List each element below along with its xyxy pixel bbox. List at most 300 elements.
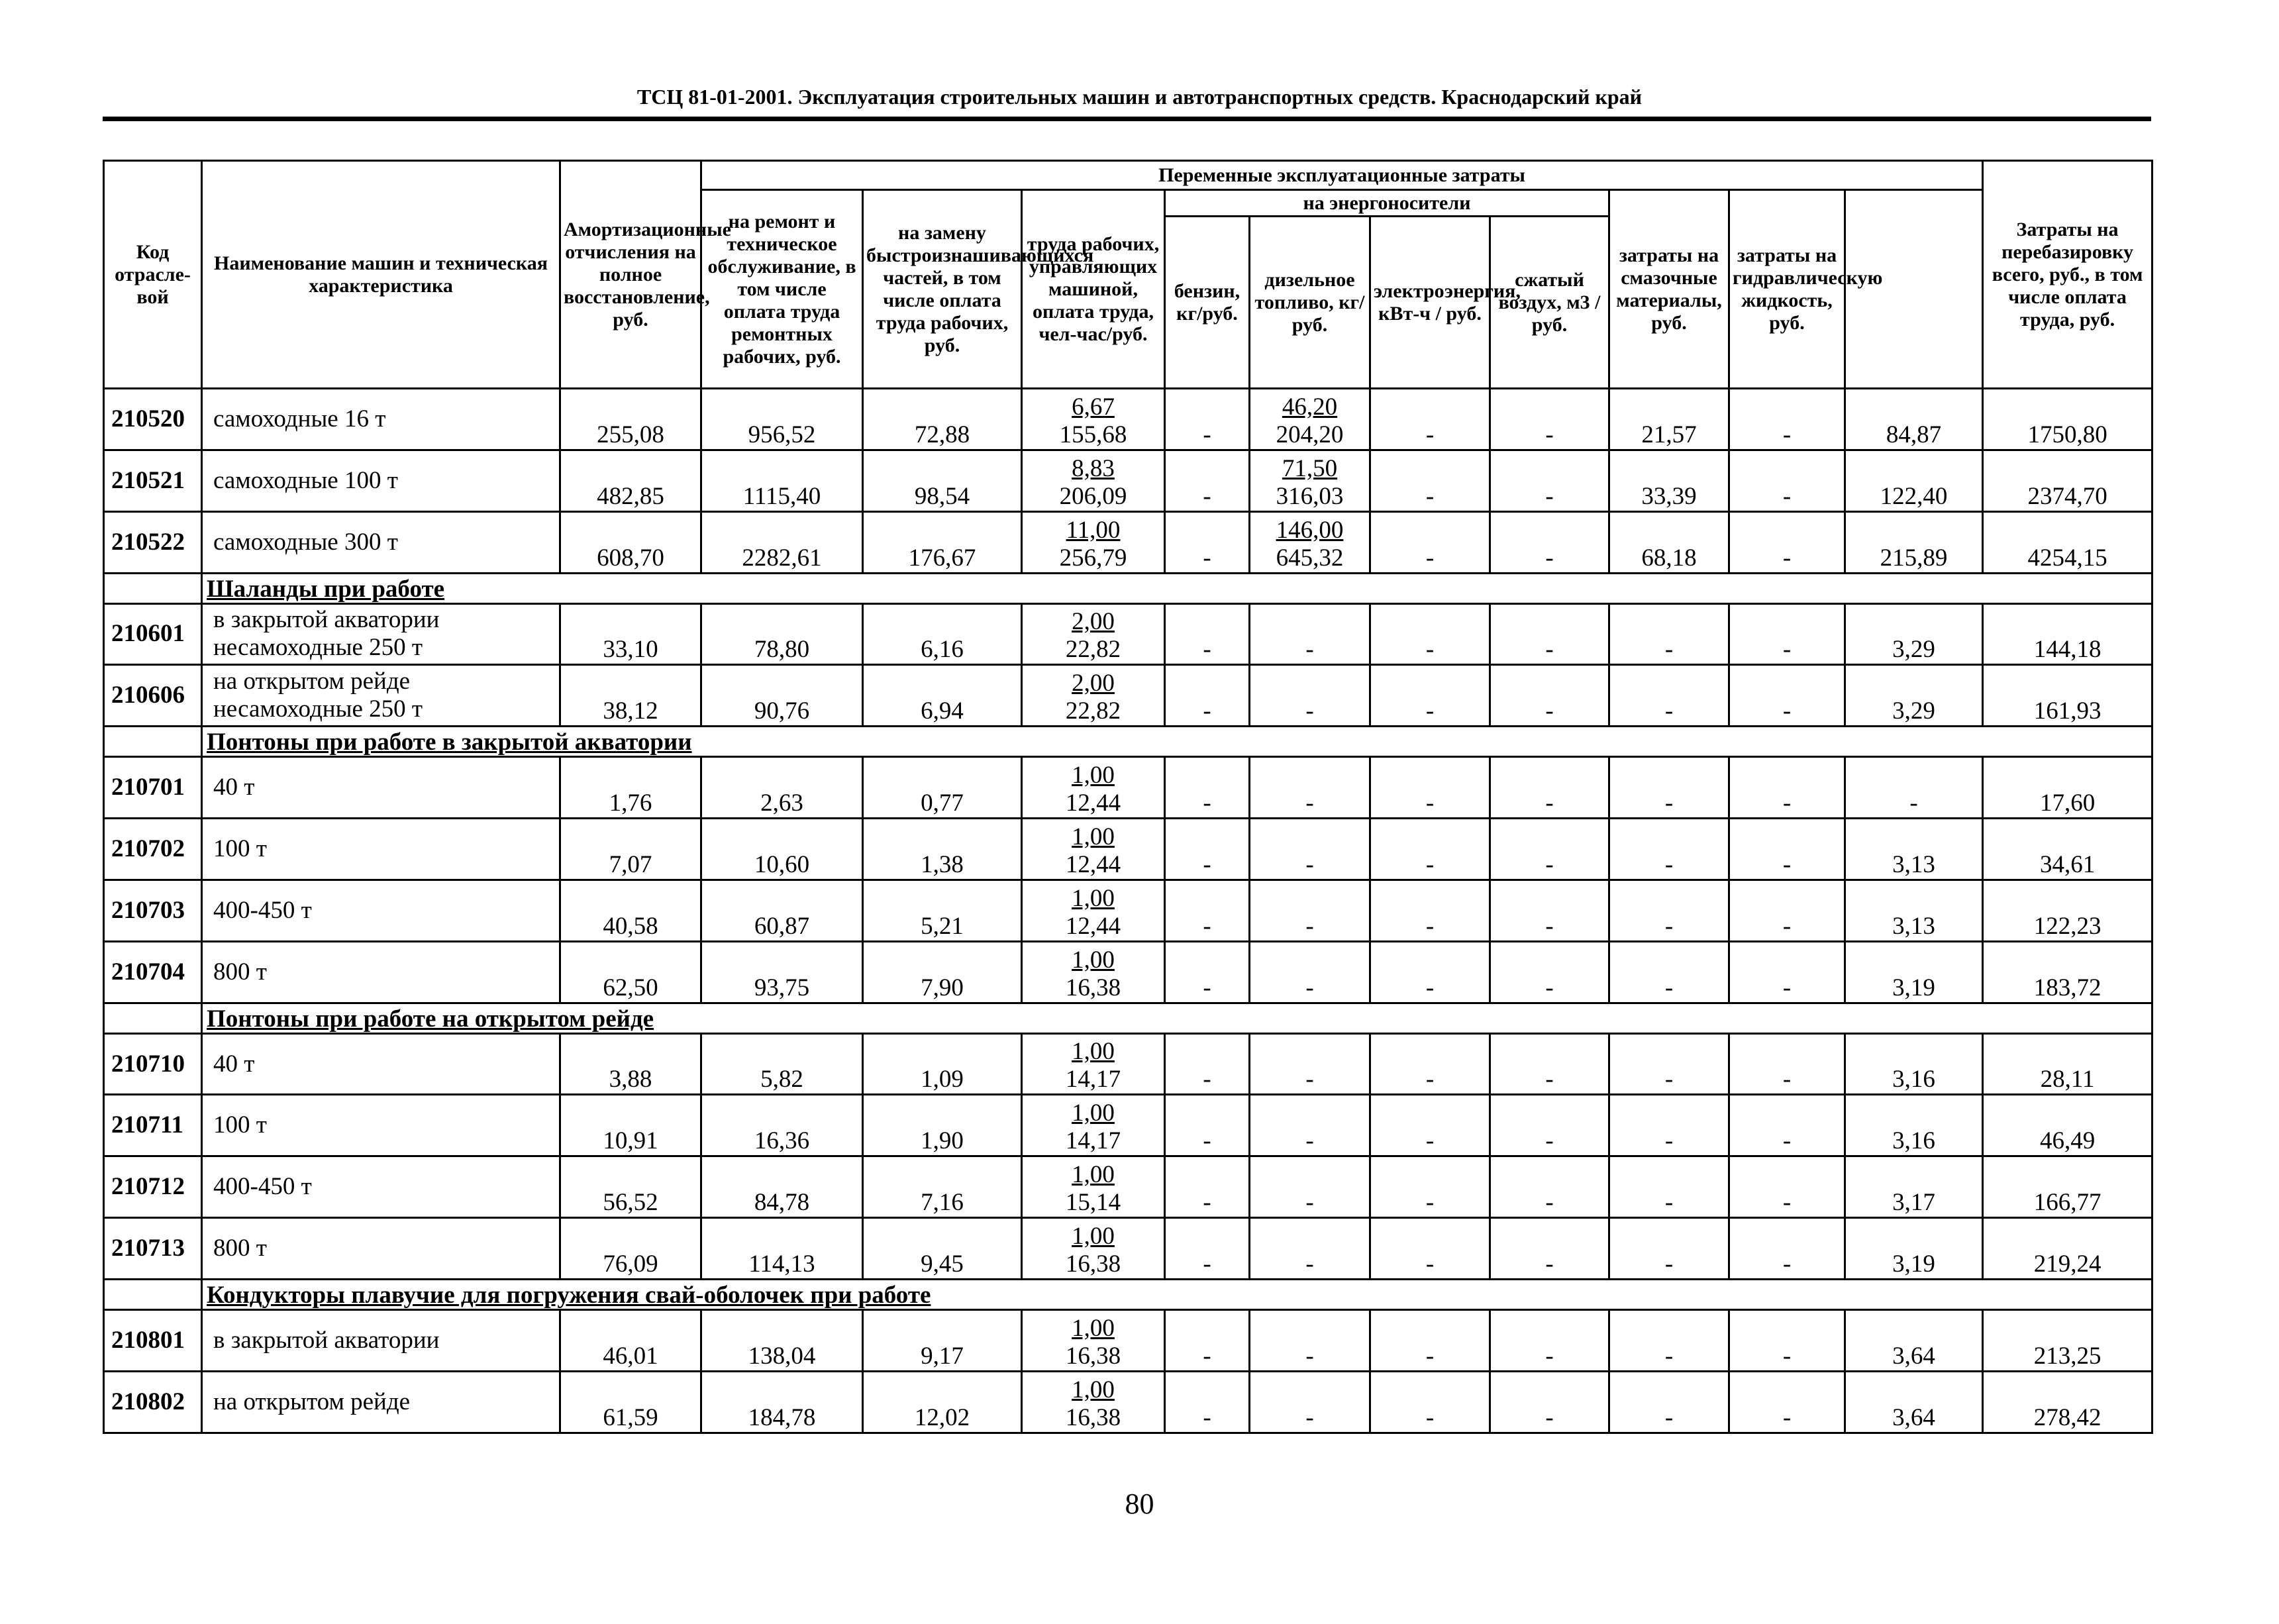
- cell-air: -: [1490, 757, 1609, 819]
- cell-lube: -: [1609, 1156, 1729, 1218]
- cell-petrol: -: [1165, 511, 1250, 573]
- table-row: [104, 757, 2152, 819]
- section-code-cell: [104, 1280, 202, 1310]
- row-code: 210703: [104, 880, 202, 941]
- section-header-row: [104, 573, 2152, 603]
- cell-relocation: 3,29: [1845, 603, 1983, 665]
- section-title-cell: [202, 573, 2152, 603]
- cell-labor-bottom: 22,82: [1065, 636, 1121, 664]
- cell-repair: 184,78: [701, 1371, 863, 1433]
- cell-diesel-bottom: -: [1305, 1342, 1314, 1370]
- cell-diesel-top: 146,00: [1276, 516, 1344, 544]
- table-row: [104, 1156, 2152, 1218]
- cell-diesel-top: [1254, 948, 1365, 974]
- machine-rates-table: [103, 160, 2153, 1434]
- col-petrol: бензин, кг/руб.: [1165, 217, 1250, 389]
- cell-diesel-bottom: 204,20: [1276, 421, 1344, 448]
- cell-lube: -: [1609, 819, 1729, 880]
- table-row: [104, 941, 2152, 1003]
- cell-relocation: 84,87: [1845, 389, 1983, 450]
- row-code: 210606: [104, 665, 202, 727]
- cell-hydraulic: -: [1729, 1218, 1845, 1280]
- cell-air: -: [1490, 450, 1609, 511]
- cell-relocation: 3,19: [1845, 1218, 1983, 1280]
- cell-relocation: 3,29: [1845, 665, 1983, 727]
- cell-petrol: -: [1165, 450, 1250, 511]
- row-code: 210712: [104, 1156, 202, 1218]
- table-row: [104, 389, 2152, 450]
- table-row: [104, 1218, 2152, 1280]
- cell-repair: 2282,61: [701, 511, 863, 573]
- cell-estimate: 17,60: [1983, 757, 2152, 819]
- row-name: 400-450 т: [202, 880, 560, 941]
- cell-diesel-bottom: -: [1305, 1189, 1314, 1217]
- cell-petrol: -: [1165, 389, 1250, 450]
- row-name: 40 т: [202, 757, 560, 819]
- cell-air: -: [1490, 1033, 1609, 1095]
- cell-lube: 21,57: [1609, 389, 1729, 450]
- cell-lube: -: [1609, 665, 1729, 727]
- cell-electric: -: [1370, 665, 1490, 727]
- cell-air: -: [1490, 603, 1609, 665]
- table-row: [104, 1033, 2152, 1095]
- cell-labor: [1022, 1218, 1165, 1280]
- cell-estimate: 46,49: [1983, 1095, 2152, 1156]
- cell-repair: 2,63: [701, 757, 863, 819]
- section-title-cell: [202, 727, 2152, 757]
- section-title: Кондукторы плавучие для погружения свай-оболочек при работе: [207, 1282, 931, 1309]
- cell-labor-bottom: 16,38: [1065, 1250, 1121, 1278]
- cell-hydraulic: -: [1729, 1156, 1845, 1218]
- table-row: [104, 1371, 2152, 1433]
- cell-labor-top: 11,00: [1066, 516, 1121, 544]
- col-variable-group: Переменные эксплуатационные затраты: [701, 161, 1983, 190]
- cell-amort: 61,59: [560, 1371, 701, 1433]
- cell-labor-top: 1,00: [1072, 1038, 1115, 1066]
- cell-labor: [1022, 819, 1165, 880]
- cell-replace: 5,21: [863, 880, 1022, 941]
- row-code: 210802: [104, 1371, 202, 1433]
- table-row: [104, 880, 2152, 941]
- cell-hydraulic: -: [1729, 1371, 1845, 1433]
- cell-relocation: 215,89: [1845, 511, 1983, 573]
- cell-relocation: 3,13: [1845, 880, 1983, 941]
- cell-air: -: [1490, 1371, 1609, 1433]
- cell-relocation: 3,17: [1845, 1156, 1983, 1218]
- cell-electric: -: [1370, 1156, 1490, 1218]
- cell-amort: 1,76: [560, 757, 701, 819]
- cell-replace: 1,38: [863, 819, 1022, 880]
- cell-diesel-top: [1254, 671, 1365, 697]
- cell-diesel-bottom: -: [1305, 636, 1314, 664]
- cell-labor-bottom: 12,44: [1065, 912, 1121, 940]
- row-code: 210711: [104, 1095, 202, 1156]
- section-header-row: [104, 1003, 2152, 1033]
- row-name: 100 т: [202, 1095, 560, 1156]
- cell-labor: [1022, 511, 1165, 573]
- cell-air: -: [1490, 511, 1609, 573]
- cell-labor-top: 1,00: [1072, 946, 1115, 974]
- row-code: 210713: [104, 1218, 202, 1280]
- cell-amort: 3,88: [560, 1033, 701, 1095]
- cell-labor: [1022, 941, 1165, 1003]
- cell-electric: -: [1370, 1310, 1490, 1372]
- cell-electric: -: [1370, 757, 1490, 819]
- cell-diesel-bottom: 645,32: [1276, 544, 1344, 572]
- cell-labor-bottom: 12,44: [1065, 789, 1121, 817]
- cell-diesel-top: [1254, 763, 1365, 789]
- cell-replace: 9,45: [863, 1218, 1022, 1280]
- cell-relocation: 3,16: [1845, 1033, 1983, 1095]
- section-title: Шаланды при работе: [207, 575, 445, 603]
- cell-hydraulic: -: [1729, 1033, 1845, 1095]
- cell-diesel-top: [1254, 1378, 1365, 1404]
- cell-diesel: [1250, 603, 1370, 665]
- cell-lube: -: [1609, 1218, 1729, 1280]
- cell-estimate: 213,25: [1983, 1310, 2152, 1372]
- cell-hydraulic: -: [1729, 1095, 1845, 1156]
- cell-labor-bottom: 16,38: [1065, 974, 1121, 1001]
- cell-estimate: 219,24: [1983, 1218, 2152, 1280]
- cell-petrol: -: [1165, 665, 1250, 727]
- cell-diesel-top: [1254, 1039, 1365, 1066]
- cell-labor: [1022, 1095, 1165, 1156]
- cell-labor-top: 1,00: [1072, 823, 1115, 850]
- cell-labor: [1022, 1371, 1165, 1433]
- cell-estimate: 4254,15: [1983, 511, 2152, 573]
- row-name: на открытом рейде: [202, 1371, 560, 1433]
- cell-diesel: [1250, 1310, 1370, 1372]
- page-header: ТСЦ 81-01-2001. Эксплуатация строительных машин и автотранспортных средств. Краснодарский край: [636, 85, 1643, 109]
- cell-estimate: 2374,70: [1983, 450, 2152, 511]
- cell-amort: 255,08: [560, 389, 701, 450]
- cell-replace: 0,77: [863, 757, 1022, 819]
- cell-labor-top: 1,00: [1072, 1161, 1115, 1189]
- col-labor: труда рабочих, управляющих машиной, оплата труда, чел-час/руб.: [1022, 190, 1165, 389]
- cell-relocation: 122,40: [1845, 450, 1983, 511]
- cell-diesel: [1250, 450, 1370, 511]
- cell-petrol: -: [1165, 819, 1250, 880]
- cell-diesel-top: [1254, 1316, 1365, 1343]
- cell-labor-top: 1,00: [1072, 1099, 1115, 1127]
- cell-diesel: [1250, 941, 1370, 1003]
- cell-electric: -: [1370, 603, 1490, 665]
- cell-replace: 1,09: [863, 1033, 1022, 1095]
- cell-diesel-bottom: -: [1305, 1127, 1314, 1155]
- cell-labor: [1022, 1310, 1165, 1372]
- cell-lube: -: [1609, 603, 1729, 665]
- cell-labor-bottom: 206,09: [1059, 482, 1127, 510]
- section-code-cell: [104, 573, 202, 603]
- col-hydraulic: затраты на гидравлическую жидкость, руб.: [1729, 190, 1845, 389]
- cell-labor-bottom: 16,38: [1065, 1404, 1121, 1431]
- cell-petrol: -: [1165, 1156, 1250, 1218]
- section-header-row: [104, 1280, 2152, 1310]
- cell-estimate: 34,61: [1983, 819, 2152, 880]
- cell-petrol: -: [1165, 941, 1250, 1003]
- cell-air: -: [1490, 665, 1609, 727]
- cell-labor: [1022, 450, 1165, 511]
- section-code-cell: [104, 727, 202, 757]
- row-name: в закрытой акватории: [202, 1310, 560, 1372]
- cell-diesel: [1250, 511, 1370, 573]
- cell-air: -: [1490, 1310, 1609, 1372]
- cell-labor-bottom: 16,38: [1065, 1342, 1121, 1370]
- row-name: 800 т: [202, 941, 560, 1003]
- cell-hydraulic: -: [1729, 511, 1845, 573]
- cell-repair: 138,04: [701, 1310, 863, 1372]
- cell-lube: -: [1609, 880, 1729, 941]
- cell-labor: [1022, 880, 1165, 941]
- table-row: [104, 665, 2152, 727]
- cell-petrol: -: [1165, 1218, 1250, 1280]
- cell-petrol: -: [1165, 880, 1250, 941]
- col-amort: Амортизационные отчисления на полное восстановление, руб.: [560, 161, 701, 389]
- row-code: 210601: [104, 603, 202, 665]
- cell-estimate: 28,11: [1983, 1033, 2152, 1095]
- cell-labor-bottom: 256,79: [1059, 544, 1127, 572]
- cell-electric: -: [1370, 1095, 1490, 1156]
- cell-diesel-bottom: 316,03: [1276, 482, 1344, 510]
- cell-diesel-bottom: -: [1305, 697, 1314, 725]
- row-name: на открытом рейде несамоходные 250 т: [202, 665, 560, 727]
- cell-lube: -: [1609, 757, 1729, 819]
- cell-labor-bottom: 15,14: [1065, 1189, 1121, 1217]
- cell-diesel-bottom: -: [1305, 912, 1314, 940]
- cell-amort: 76,09: [560, 1218, 701, 1280]
- cell-labor: [1022, 665, 1165, 727]
- cell-air: -: [1490, 880, 1609, 941]
- col-name: Наименование машин и техническая характеристика: [202, 161, 560, 389]
- cell-amort: 56,52: [560, 1156, 701, 1218]
- cell-estimate: 1750,80: [1983, 389, 2152, 450]
- cell-amort: 10,91: [560, 1095, 701, 1156]
- cell-relocation: 3,16: [1845, 1095, 1983, 1156]
- cell-diesel-bottom: -: [1305, 1404, 1314, 1431]
- cell-labor-top: 1,00: [1072, 884, 1115, 912]
- cell-labor-bottom: 14,17: [1065, 1127, 1121, 1155]
- cell-relocation: 3,64: [1845, 1310, 1983, 1372]
- cell-replace: 7,16: [863, 1156, 1022, 1218]
- cell-hydraulic: -: [1729, 880, 1845, 941]
- cell-lube: 68,18: [1609, 511, 1729, 573]
- cell-amort: 482,85: [560, 450, 701, 511]
- cell-labor-top: 1,00: [1072, 762, 1115, 789]
- cell-electric: -: [1370, 450, 1490, 511]
- cell-diesel: [1250, 1156, 1370, 1218]
- cell-amort: 46,01: [560, 1310, 701, 1372]
- section-code-cell: [104, 1003, 202, 1033]
- cell-petrol: -: [1165, 603, 1250, 665]
- cell-electric: -: [1370, 389, 1490, 450]
- cell-estimate: 166,77: [1983, 1156, 2152, 1218]
- cell-electric: -: [1370, 941, 1490, 1003]
- cell-electric: -: [1370, 1033, 1490, 1095]
- cell-diesel-top: [1254, 1224, 1365, 1250]
- cell-petrol: -: [1165, 1095, 1250, 1156]
- table-row: [104, 603, 2152, 665]
- row-name: в закрытой акватории несамоходные 250 т: [202, 603, 560, 665]
- table-row: [104, 1095, 2152, 1156]
- cell-replace: 98,54: [863, 450, 1022, 511]
- cell-diesel-top: [1254, 609, 1365, 636]
- cell-estimate: 278,42: [1983, 1371, 2152, 1433]
- cell-diesel-bottom: -: [1305, 1066, 1314, 1093]
- cell-labor-top: 1,00: [1072, 1314, 1115, 1342]
- cell-repair: 93,75: [701, 941, 863, 1003]
- cell-replace: 7,90: [863, 941, 1022, 1003]
- cell-diesel-bottom: -: [1305, 1250, 1314, 1278]
- cell-hydraulic: -: [1729, 450, 1845, 511]
- cell-electric: -: [1370, 880, 1490, 941]
- cell-lube: -: [1609, 1033, 1729, 1095]
- section-header-row: [104, 727, 2152, 757]
- cell-amort: 40,58: [560, 880, 701, 941]
- cell-electric: -: [1370, 819, 1490, 880]
- col-code: Код отрасле-вой: [104, 161, 202, 389]
- cell-repair: 16,36: [701, 1095, 863, 1156]
- cell-air: -: [1490, 1218, 1609, 1280]
- cell-electric: -: [1370, 1371, 1490, 1433]
- row-code: 210520: [104, 389, 202, 450]
- cell-diesel-bottom: -: [1305, 850, 1314, 878]
- cell-relocation: 3,13: [1845, 819, 1983, 880]
- cell-hydraulic: -: [1729, 757, 1845, 819]
- cell-diesel: [1250, 1218, 1370, 1280]
- cell-diesel: [1250, 665, 1370, 727]
- cell-diesel-top: [1254, 825, 1365, 851]
- cell-repair: 90,76: [701, 665, 863, 727]
- cell-lube: -: [1609, 1371, 1729, 1433]
- cell-replace: 6,16: [863, 603, 1022, 665]
- cell-labor-top: 1,00: [1072, 1223, 1115, 1250]
- row-code: 210702: [104, 819, 202, 880]
- cell-hydraulic: -: [1729, 389, 1845, 450]
- cell-diesel: [1250, 389, 1370, 450]
- cell-repair: 956,52: [701, 389, 863, 450]
- cell-diesel: [1250, 1095, 1370, 1156]
- cell-estimate: 183,72: [1983, 941, 2152, 1003]
- cell-air: -: [1490, 941, 1609, 1003]
- cell-labor-bottom: 155,68: [1059, 421, 1127, 448]
- cell-diesel-top: [1254, 886, 1365, 913]
- cell-replace: 176,67: [863, 511, 1022, 573]
- cell-diesel-top: 46,20: [1282, 393, 1338, 421]
- cell-amort: 33,10: [560, 603, 701, 665]
- col-electric: электроэнергия, кВт-ч / руб.: [1370, 217, 1490, 389]
- table-row: [104, 1310, 2152, 1372]
- cell-labor: [1022, 1156, 1165, 1218]
- cell-repair: 1115,40: [701, 450, 863, 511]
- row-code: 210522: [104, 511, 202, 573]
- cell-hydraulic: -: [1729, 941, 1845, 1003]
- cell-labor: [1022, 757, 1165, 819]
- cell-diesel-top: [1254, 1162, 1365, 1189]
- col-relocation: Затраты на перебазировку всего, руб., в том числе оплата труда, руб.: [1983, 161, 2152, 389]
- cell-diesel: [1250, 819, 1370, 880]
- col-repair: на ремонт и техническое обслуживание, в том числе оплата труда ремонтных рабочих, руб.: [701, 190, 863, 389]
- cell-labor-top: 2,00: [1072, 608, 1115, 636]
- table-row: [104, 819, 2152, 880]
- cell-diesel: [1250, 1371, 1370, 1433]
- cell-amort: 608,70: [560, 511, 701, 573]
- cell-repair: 5,82: [701, 1033, 863, 1095]
- cell-lube: -: [1609, 1095, 1729, 1156]
- cell-repair: 114,13: [701, 1218, 863, 1280]
- row-name: самоходные 16 т: [202, 389, 560, 450]
- row-name: 400-450 т: [202, 1156, 560, 1218]
- cell-diesel-top: 71,50: [1282, 454, 1338, 482]
- row-code: 210710: [104, 1033, 202, 1095]
- cell-amort: 62,50: [560, 941, 701, 1003]
- cell-estimate: 161,93: [1983, 665, 2152, 727]
- col-lube: затраты на смазочные материалы, руб.: [1609, 190, 1729, 389]
- row-name: самоходные 100 т: [202, 450, 560, 511]
- cell-labor: [1022, 389, 1165, 450]
- cell-diesel-bottom: -: [1305, 789, 1314, 817]
- cell-air: -: [1490, 1156, 1609, 1218]
- cell-hydraulic: -: [1729, 665, 1845, 727]
- cell-diesel-bottom: -: [1305, 974, 1314, 1001]
- row-code: 210801: [104, 1310, 202, 1372]
- cell-amort: 38,12: [560, 665, 701, 727]
- cell-electric: -: [1370, 1218, 1490, 1280]
- row-code: 210704: [104, 941, 202, 1003]
- col-energy-group: на энергоносители: [1165, 190, 1609, 217]
- header-rule: [103, 117, 2151, 121]
- cell-labor-bottom: 14,17: [1065, 1066, 1121, 1093]
- cell-diesel: [1250, 880, 1370, 941]
- cell-diesel: [1250, 1033, 1370, 1095]
- cell-labor: [1022, 1033, 1165, 1095]
- cell-diesel: [1250, 757, 1370, 819]
- row-name: самоходные 300 т: [202, 511, 560, 573]
- cell-relocation: -: [1845, 757, 1983, 819]
- col-replace: на замену быстроизнашивающихся частей, в том числе оплата труда рабочих, руб.: [863, 190, 1022, 389]
- table-body: [104, 389, 2152, 1433]
- cell-repair: 78,80: [701, 603, 863, 665]
- cell-air: -: [1490, 1095, 1609, 1156]
- row-code: 210701: [104, 757, 202, 819]
- row-code: 210521: [104, 450, 202, 511]
- cell-hydraulic: -: [1729, 819, 1845, 880]
- cell-air: -: [1490, 389, 1609, 450]
- cell-relocation: 3,64: [1845, 1371, 1983, 1433]
- cell-amort: 7,07: [560, 819, 701, 880]
- cell-repair: 84,78: [701, 1156, 863, 1218]
- cell-hydraulic: -: [1729, 1310, 1845, 1372]
- row-name: 100 т: [202, 819, 560, 880]
- cell-air: -: [1490, 819, 1609, 880]
- cell-lube: -: [1609, 941, 1729, 1003]
- cell-repair: 60,87: [701, 880, 863, 941]
- cell-lube: -: [1609, 1310, 1729, 1372]
- cell-petrol: -: [1165, 1310, 1250, 1372]
- section-title: Понтоны при работе в закрытой акватории: [207, 729, 692, 756]
- table-row: [104, 511, 2152, 573]
- cell-replace: 6,94: [863, 665, 1022, 727]
- cell-relocation: 3,19: [1845, 941, 1983, 1003]
- cell-labor-bottom: 12,44: [1065, 850, 1121, 878]
- cell-petrol: -: [1165, 1371, 1250, 1433]
- table-row: [104, 450, 2152, 511]
- cell-lube: 33,39: [1609, 450, 1729, 511]
- cell-labor-top: 6,67: [1072, 393, 1115, 421]
- section-title: Понтоны при работе на открытом рейде: [207, 1005, 654, 1033]
- col-diesel: дизельное топливо, кг/руб.: [1250, 217, 1370, 389]
- col-air: сжатый воздух, м3 / руб.: [1490, 217, 1609, 389]
- cell-replace: 9,17: [863, 1310, 1022, 1372]
